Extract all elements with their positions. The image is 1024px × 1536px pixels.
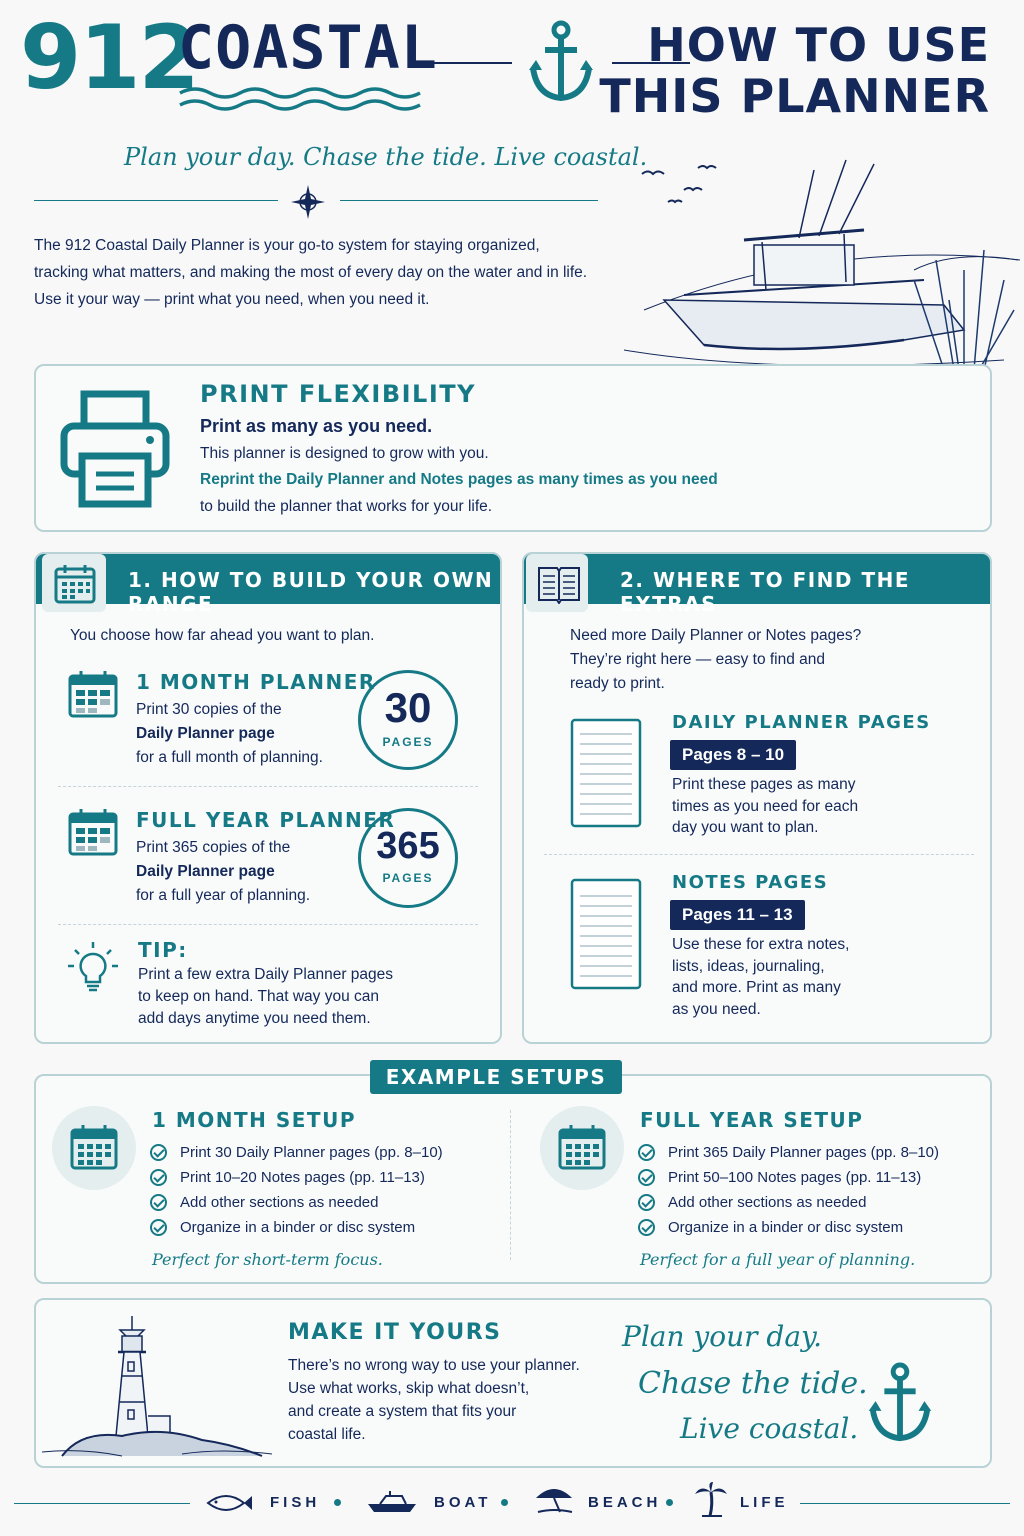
footer-life: LIFE <box>740 1494 789 1511</box>
daily-pages-text: Print these pages as many times as you need for each day you want to plan. <box>672 776 859 836</box>
logo-number: 912 <box>20 6 198 109</box>
month-setup-list <box>150 1140 443 1240</box>
example-setups-card <box>34 1074 992 1284</box>
footer-dot <box>501 1499 508 1506</box>
month-setup-title: 1 MONTH SETUP <box>152 1108 356 1132</box>
lightbulb-icon <box>66 940 120 996</box>
extras-card <box>522 552 992 1044</box>
lighthouse-illustration <box>42 1306 272 1462</box>
year-pages-circle <box>358 808 458 908</box>
umbrella-icon <box>534 1484 574 1514</box>
year-planner-line2: Daily Planner page <box>136 863 275 880</box>
check-circle-icon <box>150 1169 167 1186</box>
divider <box>510 1110 511 1260</box>
calendar-icon <box>68 808 118 856</box>
footer-rule-right <box>800 1503 1010 1504</box>
build-range-title: 1. HOW TO BUILD YOUR OWN RANGE <box>128 568 494 616</box>
print-flexibility-card <box>34 364 992 532</box>
month-planner-line3: for a full month of planning. <box>136 749 323 766</box>
year-pages-count: 365 <box>376 825 440 867</box>
list-item: Print 10–20 Notes pages (pp. 11–13) <box>150 1165 443 1190</box>
compass-rose-icon <box>290 184 326 220</box>
palm-tree-icon <box>694 1482 728 1518</box>
daily-pages-badge: Pages 8 – 10 <box>670 740 796 770</box>
document-icon <box>536 564 582 604</box>
make-it-yours-title: MAKE IT YOURS <box>288 1320 502 1345</box>
make-it-yours-text: There’s no wrong way to use your planner. Use what works, skip what doesn’t, and create a system that fits your coastal life. <box>288 1357 580 1443</box>
month-planner-line1: Print 30 copies of the <box>136 701 282 718</box>
list-item: Organize in a binder or disc system <box>638 1215 939 1240</box>
print-flex-line3: to build the planner that works for your life. <box>200 498 493 515</box>
calendar-icon <box>68 670 118 718</box>
header-rule-left <box>432 62 512 64</box>
divider <box>58 786 478 787</box>
tip-title: TIP: <box>138 938 188 962</box>
list-item: Print 30 Daily Planner pages (pp. 8–10) <box>150 1140 443 1165</box>
calendar-icon-badge <box>52 1106 136 1190</box>
intro-text: The 912 Coastal Daily Planner is your go-to system for staying organized, tracking what matters, and making the most of every day on the water and in life. Use it your way — print what you need, when you need it. <box>34 237 588 308</box>
make-it-yours-card <box>34 1298 992 1468</box>
month-pages-circle <box>358 670 458 770</box>
check-circle-icon <box>150 1194 167 1211</box>
extras-title: 2. WHERE TO FIND THE EXTRAS <box>620 568 911 616</box>
check-circle-icon <box>638 1194 655 1211</box>
check-circle-icon <box>638 1219 655 1236</box>
footer-fish: FISH <box>270 1494 321 1511</box>
build-range-card <box>34 552 502 1044</box>
anchor-icon <box>864 1362 936 1446</box>
calendar-icon-tile <box>42 554 106 612</box>
page-icon <box>570 878 642 990</box>
notes-pages-title: NOTES PAGES <box>672 872 829 893</box>
footer-dot <box>666 1499 673 1506</box>
month-pages-count: 30 <box>384 684 432 731</box>
notes-pages-badge: Pages 11 – 13 <box>670 900 805 930</box>
print-flex-highlight: Reprint the Daily Planner and Notes pages as many times as you need <box>200 471 718 488</box>
list-item: Organize in a binder or disc system <box>150 1215 443 1240</box>
check-circle-icon <box>150 1219 167 1236</box>
waves-icon <box>178 86 422 112</box>
print-flex-title: PRINT FLEXIBILITY <box>200 380 477 408</box>
fish-icon <box>204 1492 254 1514</box>
year-planner-line1: Print 365 copies of the <box>136 839 291 856</box>
script-line-3: Live coastal. <box>680 1412 859 1445</box>
year-setup-list <box>638 1140 939 1240</box>
list-item: Add other sections as needed <box>638 1190 939 1215</box>
check-circle-icon <box>638 1144 655 1161</box>
printer-icon <box>60 390 170 508</box>
daily-pages-title: DAILY PLANNER PAGES <box>672 712 931 733</box>
boat-icon <box>366 1490 418 1514</box>
year-planner-title: FULL YEAR PLANNER <box>136 808 396 832</box>
footer-dot <box>334 1499 341 1506</box>
logo-word: COASTAL <box>178 13 438 83</box>
notes-pages-text: Use these for extra notes, lists, ideas, journaling, and more. Print as many as you need. <box>672 936 850 1018</box>
check-circle-icon <box>150 1144 167 1161</box>
boat-illustration <box>584 150 1020 395</box>
divider <box>58 924 478 925</box>
year-planner-line3: for a full year of planning. <box>136 887 311 904</box>
calendar-icon <box>70 1124 118 1170</box>
month-pages-unit: PAGES <box>382 735 434 749</box>
list-item: Add other sections as needed <box>150 1190 443 1215</box>
calendar-icon <box>54 564 96 604</box>
list-item: Print 365 Daily Planner pages (pp. 8–10) <box>638 1140 939 1165</box>
page-icon <box>570 718 642 828</box>
check-circle-icon <box>638 1169 655 1186</box>
month-setup-note: Perfect for short-term focus. <box>152 1250 383 1269</box>
example-setups-label: EXAMPLE SETUPS <box>370 1060 622 1094</box>
month-planner-line2: Daily Planner page <box>136 725 275 742</box>
print-flex-line1: This planner is designed to grow with you. <box>200 445 489 462</box>
month-planner-title: 1 MONTH PLANNER <box>136 670 376 694</box>
page-title: HOW TO USE THIS PLANNER <box>599 18 990 123</box>
footer-boat: BOAT <box>434 1494 492 1511</box>
tagline-rule-right <box>340 200 598 201</box>
year-setup-note: Perfect for a full year of planning. <box>640 1250 916 1269</box>
tagline: Plan your day. Chase the tide. Live coastal. <box>124 143 648 171</box>
anchor-icon <box>528 20 594 106</box>
build-range-intro: You choose how far ahead you want to plan. <box>70 627 375 644</box>
script-line-1: Plan your day. <box>622 1320 823 1353</box>
tip-text: Print a few extra Daily Planner pages to keep on hand. That way you can add days anytime you need them. <box>138 966 394 1027</box>
footer-rule-left <box>14 1503 190 1504</box>
footer-beach: BEACH <box>588 1494 662 1511</box>
divider <box>544 854 974 855</box>
document-icon-tile <box>526 554 588 612</box>
calendar-icon-badge <box>540 1106 624 1190</box>
extras-header <box>524 554 990 616</box>
year-pages-unit: PAGES <box>382 871 434 885</box>
calendar-icon <box>558 1124 606 1170</box>
print-flex-headline: Print as many as you need. <box>200 416 433 436</box>
build-range-header <box>36 554 500 616</box>
tagline-rule-left <box>34 200 278 201</box>
list-item: Print 50–100 Notes pages (pp. 11–13) <box>638 1165 939 1190</box>
extras-intro: Need more Daily Planner or Notes pages? They’re right here — easy to find and ready to print. <box>570 627 862 692</box>
year-setup-title: FULL YEAR SETUP <box>640 1108 864 1132</box>
script-line-2: Chase the tide. <box>638 1366 868 1401</box>
